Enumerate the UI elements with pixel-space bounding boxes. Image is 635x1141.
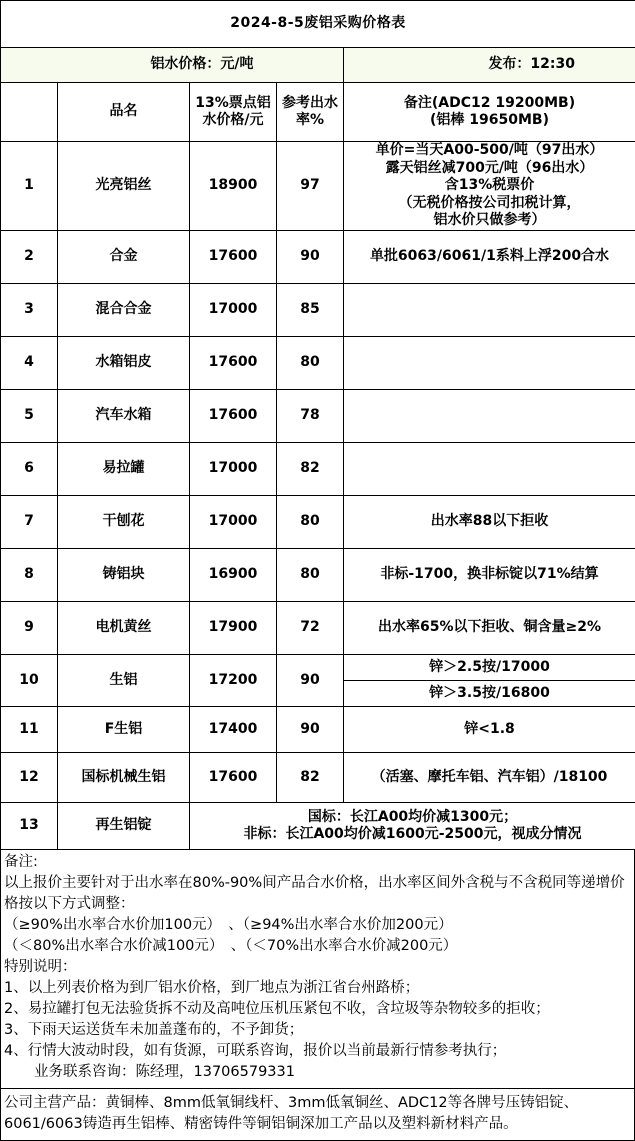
row-note xyxy=(344,337,635,390)
row-note: 非标-1700，换非标锭以71%结算 xyxy=(344,549,635,602)
row-index: 2 xyxy=(1,231,58,284)
row-index: 13 xyxy=(1,803,58,850)
table-row xyxy=(1,142,635,231)
row-note-line: 单价=当天A00-500/吨（97出水） xyxy=(344,142,635,160)
row-note-line: 国标：长江A00均价减1300元； xyxy=(190,809,635,827)
row-note: 锌<1.8 xyxy=(344,707,635,753)
remarks-line: （＜80%出水率合水价减100元） 、（＜70%出水率合水价减200元） xyxy=(4,936,630,957)
row-name: 电机黄丝 xyxy=(58,602,190,655)
row-name: 混合合金 xyxy=(58,284,190,337)
row-note xyxy=(344,284,635,337)
row-price: 16900 xyxy=(190,549,277,602)
row-price: 17200 xyxy=(190,655,277,707)
header-index xyxy=(1,83,58,142)
row-index: 12 xyxy=(1,753,58,803)
row-price: 17000 xyxy=(190,443,277,496)
row-price: 17600 xyxy=(190,337,277,390)
row-name: 铸铝块 xyxy=(58,549,190,602)
table-row xyxy=(1,549,635,602)
remarks-line: 以上报价主要针对于出水率在80%-90%间产品合水价格，出水率区间外含税与不含税同等递增价格按以下方式调整： xyxy=(4,873,630,915)
row-index: 4 xyxy=(1,337,58,390)
header-note xyxy=(344,83,635,142)
row-name: 水箱铝皮 xyxy=(58,337,190,390)
row-rate: 85 xyxy=(277,284,344,337)
row-note: 出水率88以下拒收 xyxy=(344,496,635,549)
row-index: 8 xyxy=(1,549,58,602)
row-name: F生铝 xyxy=(58,707,190,753)
row-index: 9 xyxy=(1,602,58,655)
table-row xyxy=(1,496,635,549)
remarks-line: 4、行情大波动时段，如有货源，可联系咨询，报价以当前最新行情参考执行； xyxy=(4,1041,630,1062)
row-note: 出水率65%以下拒收、铜含量≥2% xyxy=(344,602,635,655)
header-rate: 参考出水率% xyxy=(277,83,344,142)
row-note xyxy=(344,443,635,496)
row-index: 5 xyxy=(1,390,58,443)
table-row xyxy=(1,803,635,850)
special-notes-heading: 特别说明： xyxy=(4,957,630,978)
row-note xyxy=(344,142,635,231)
row-note-a: 锌＞2.5按/17000 xyxy=(344,655,635,681)
row-name: 合金 xyxy=(58,231,190,284)
row-price: 17400 xyxy=(190,707,277,753)
remarks-line: 1、以上列表价格为到厂铝水价格，到厂地点为浙江省台州路桥； xyxy=(4,978,630,999)
price-unit: 铝水价格：元/吨 xyxy=(1,48,344,83)
row-name: 易拉罐 xyxy=(58,443,190,496)
row-rate: 80 xyxy=(277,337,344,390)
row-note xyxy=(344,390,635,443)
remarks-line: 2、易拉罐打包无法验货拆不动及高吨位压机压紧包不收，含垃圾等杂物较多的拒收； xyxy=(4,999,630,1020)
remarks-heading: 备注: xyxy=(4,852,630,873)
row-rate: 80 xyxy=(277,496,344,549)
row-rate: 72 xyxy=(277,602,344,655)
remarks-line: （≥90%出水率合水价加100元） 、（≥94%出水率合水价加200元） xyxy=(4,915,630,936)
row-note: （活塞、摩托车铝、汽车铝）/18100 xyxy=(344,753,635,803)
row-index: 7 xyxy=(1,496,58,549)
row-price: 17900 xyxy=(190,602,277,655)
row-rate: 97 xyxy=(277,142,344,231)
header-note-line2: (铝棒 19650MB) xyxy=(344,112,635,130)
row-note-line: 露天铝丝减700元/吨（96出水） xyxy=(344,160,635,178)
row-name: 再生铝锭 xyxy=(58,803,190,850)
row-note-line: （无税价格按公司扣税计算， xyxy=(344,195,635,213)
row-rate: 90 xyxy=(277,707,344,753)
table-row xyxy=(1,655,635,681)
table-row xyxy=(1,753,635,803)
row-note-line: 铝水价只做参考） xyxy=(344,212,635,230)
table-row xyxy=(1,707,635,753)
row-index: 3 xyxy=(1,284,58,337)
row-price: 17600 xyxy=(190,753,277,803)
row-rate: 82 xyxy=(277,443,344,496)
row-rate: 82 xyxy=(277,753,344,803)
table-row xyxy=(1,337,635,390)
row-name: 汽车水箱 xyxy=(58,390,190,443)
remarks-line: 3、下雨天运送货车未加盖蓬布的，不予卸货； xyxy=(4,1020,630,1041)
table-row xyxy=(1,602,635,655)
row-name: 光亮铝丝 xyxy=(58,142,190,231)
page-title: 2024-8-5废铝采购价格表 xyxy=(1,1,635,48)
row-note-b: 锌＞3.5按/16800 xyxy=(344,681,635,707)
row-note-line: 非标：长江A00均价减1600元-2500元，视成分情况 xyxy=(190,826,635,844)
row-price: 17000 xyxy=(190,496,277,549)
row-note-line: 含13%税票价 xyxy=(344,177,635,195)
table-row xyxy=(1,443,635,496)
row-note xyxy=(190,803,635,850)
row-index: 1 xyxy=(1,142,58,231)
row-price: 17600 xyxy=(190,231,277,284)
row-name: 干刨花 xyxy=(58,496,190,549)
row-note: 单批6063/6061/1系料上浮200合水 xyxy=(344,231,635,284)
row-index: 10 xyxy=(1,655,58,707)
contact-line: 业务联系咨询：陈经理，13706579331 xyxy=(4,1062,630,1083)
header-name: 品名 xyxy=(58,83,190,142)
row-price: 17000 xyxy=(190,284,277,337)
row-rate: 90 xyxy=(277,231,344,284)
row-rate: 78 xyxy=(277,390,344,443)
header-price: 13%票点铝水价格/元 xyxy=(190,83,277,142)
row-name: 国标机械生铝 xyxy=(58,753,190,803)
publish-time: 发布：12:30 xyxy=(344,48,635,83)
table-row xyxy=(1,231,635,284)
table-row xyxy=(1,390,635,443)
header-note-line1: 备注(ADC12 19200MB) xyxy=(344,95,635,113)
row-index: 11 xyxy=(1,707,58,753)
row-price: 17600 xyxy=(190,390,277,443)
row-price: 18900 xyxy=(190,142,277,231)
row-index: 6 xyxy=(1,443,58,496)
row-name: 生铝 xyxy=(58,655,190,707)
table-row xyxy=(1,284,635,337)
row-rate: 90 xyxy=(277,655,344,707)
company-products: 公司主营产品：黄铜棒、8mm低氧铜线杆、3mm低氧铜丝、ADC12等各牌号压铸铝锭、6061/6063铸造再生铝棒、精密铸件等铜铝铜深加工产品以及塑料新材料产品。 xyxy=(0,1089,635,1141)
remarks-section xyxy=(0,850,635,1089)
row-rate: 80 xyxy=(277,549,344,602)
